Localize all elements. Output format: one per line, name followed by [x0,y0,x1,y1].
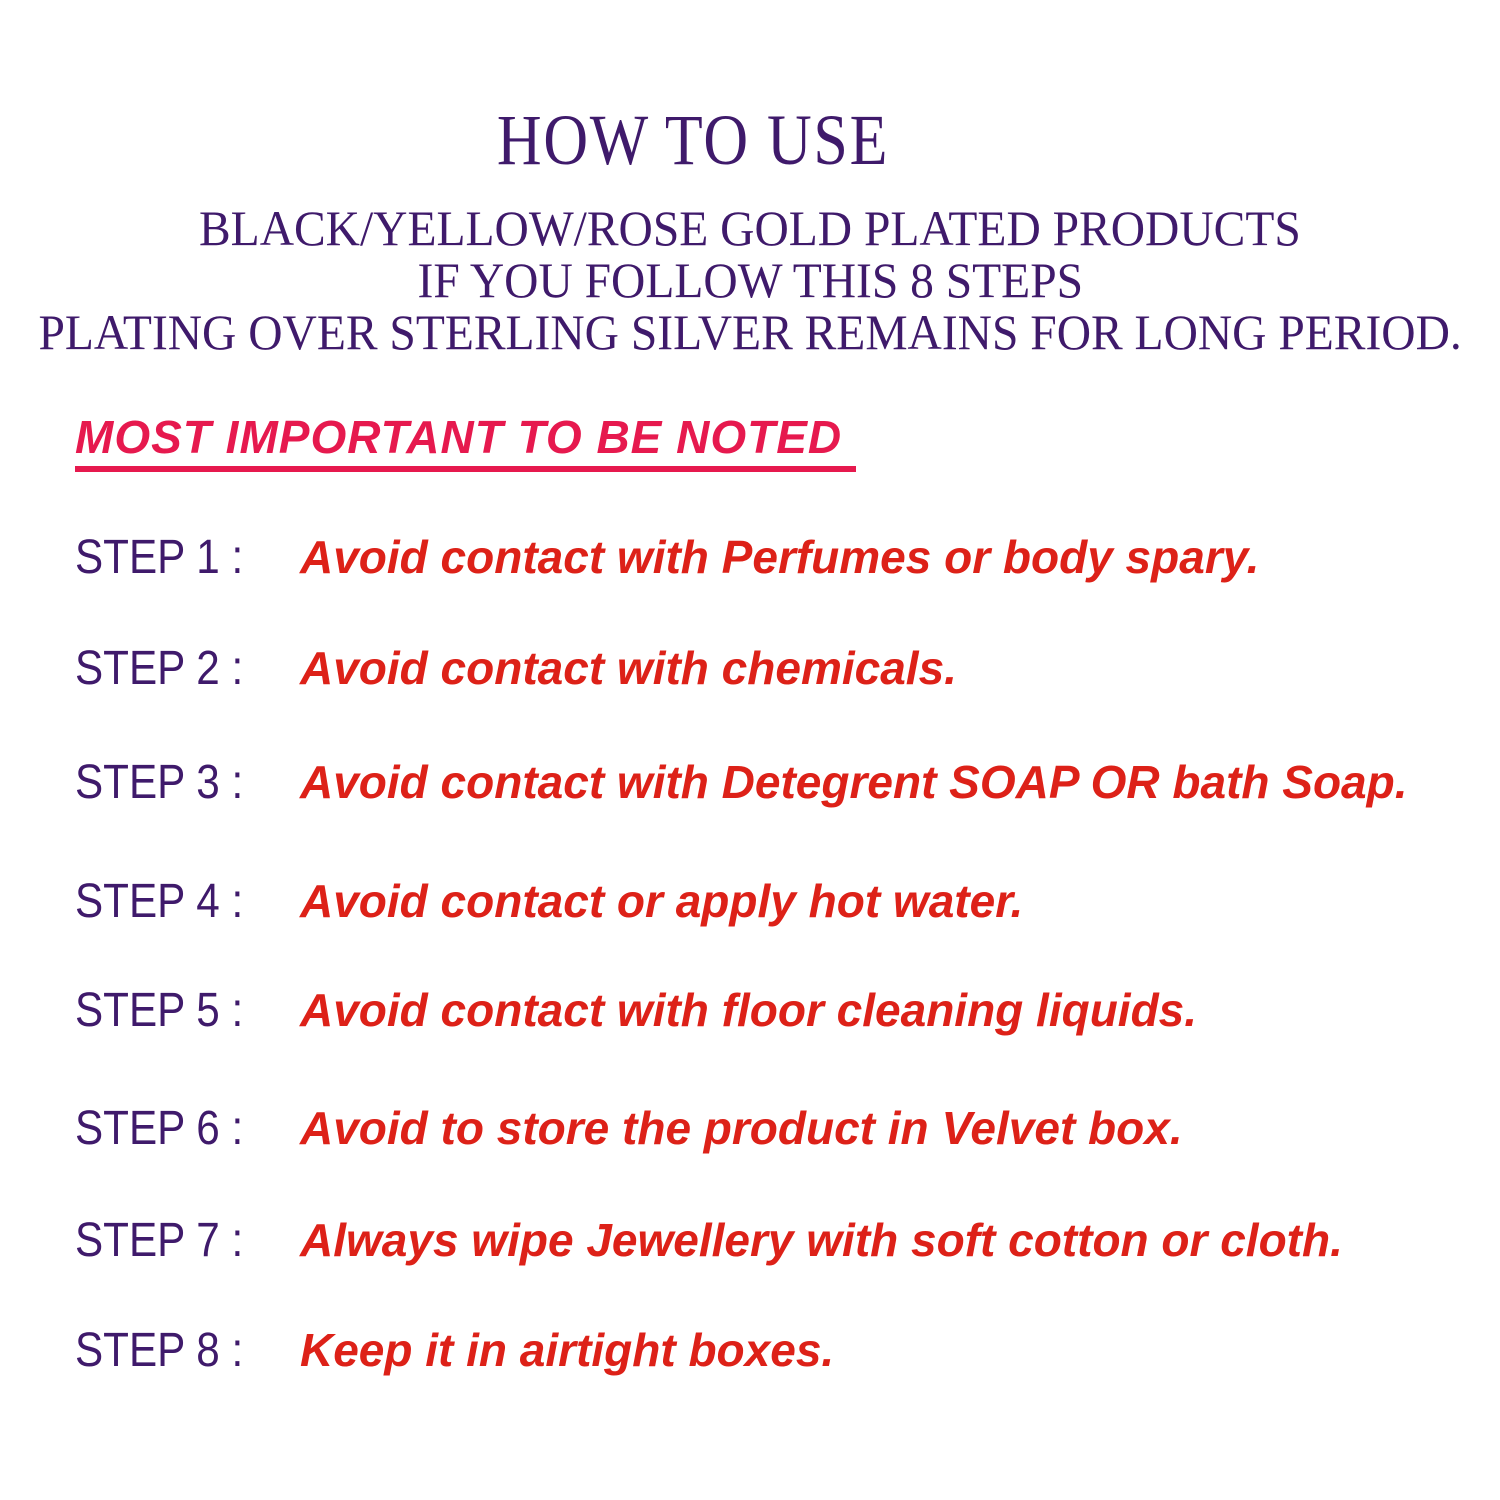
step-row-2 [75,643,1500,693]
page-title [0,100,1500,180]
step-6-label: STEP 6 : [75,1102,244,1155]
subtitle-line-3: PLATING OVER STERLING SILVER REMAINS FOR LONG PERIOD. [38,304,1462,360]
step-row-3 [75,757,1500,807]
step-row-7 [75,1215,1500,1265]
step-5-text: Avoid contact with floor cleaning liquids. [300,984,1198,1036]
subtitle [0,202,1500,358]
step-8-label: STEP 8 : [75,1324,244,1377]
step-3-text: Avoid contact with Detegrent SOAP OR bath Soap. [300,756,1408,808]
step-7-text: Always wipe Jewellery with soft cotton or cloth. [300,1214,1343,1266]
step-7-label: STEP 7 : [75,1214,244,1267]
page-title-text: HOW TO USE [496,100,890,180]
step-8-text: Keep it in airtight boxes. [300,1324,835,1376]
notice-heading: MOST IMPORTANT TO BE NOTED [75,412,856,472]
step-3-label: STEP 3 : [75,756,244,809]
step-4-text: Avoid contact or apply hot water. [300,875,1024,927]
step-2-text: Avoid contact with chemicals. [300,642,957,694]
step-2-label: STEP 2 : [75,642,244,695]
step-row-5 [75,985,1500,1035]
step-row-4 [75,876,1500,926]
step-1-text: Avoid contact with Perfumes or body spary. [300,531,1260,583]
step-5-label: STEP 5 : [75,984,244,1037]
step-6-text: Avoid to store the product in Velvet box. [300,1102,1183,1154]
step-4-label: STEP 4 : [75,875,244,928]
step-row-8 [75,1325,1500,1375]
step-1-label: STEP 1 : [75,531,244,584]
step-row-1 [75,532,1500,582]
subtitle-line-1: BLACK/YELLOW/ROSE GOLD PLATED PRODUCTS [199,200,1301,256]
step-row-6 [75,1103,1500,1153]
subtitle-line-2: IF YOU FOLLOW THIS 8 STEPS [417,252,1083,308]
